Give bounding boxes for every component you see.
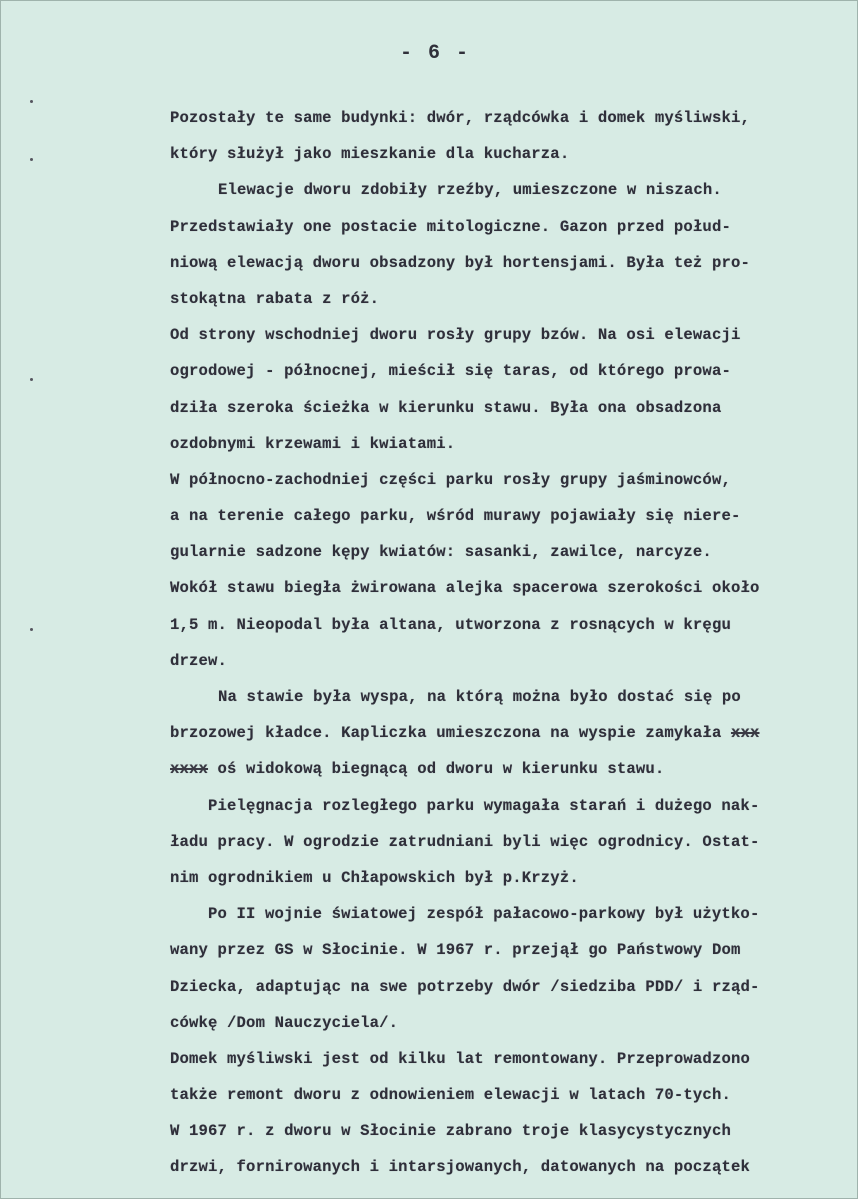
margin-mark [30,378,33,381]
text-line: Pielęgnacja rozległego parku wymagała starań i dużego nak- [208,796,760,815]
document-body [170,100,840,1186]
text-line: Wokół stawu biegła żwirowana alejka spacerowa szerokości około [170,579,760,598]
text-line: niową elewacją dworu obsadzony był hortensjami. Była też pro- [170,253,750,272]
text-line: nim ogrodnikiem u Chłapowskich był p.Krzyż. [170,868,579,887]
struck-text: xxxx [170,760,209,779]
text-line: cówkę /Dom Nauczyciela/. [170,1013,399,1032]
text-line: dziła szeroka ścieżka w kierunku stawu. Była ona obsadzona [170,398,722,417]
text-line: gularnie sadzone kępy kwiatów: sasanki, zawilce, narcyze. [170,543,712,562]
text-line: W północno-zachodniej części parku rosły grupy jaśminowców, [170,470,731,489]
text-line: drzew. [170,651,228,670]
text-line: Domek myśliwski jest od kilku lat remontowany. Przeprowadzono [170,1049,750,1068]
page-number: - 6 - [400,42,471,65]
struck-text: xxx [730,724,760,743]
margin-mark [30,100,33,103]
text-line: Dziecka, adaptując na swe potrzeby dwór /siedziba PDD/ i rząd- [170,977,760,996]
text-line [170,715,840,751]
text-line: a na terenie całego parku, wśród murawy pojawiały się niere- [170,507,741,526]
text-line: także remont dworu z odnowieniem elewacji w latach 70-tych. [170,1086,731,1105]
text-line: ładu pracy. W ogrodzie zatrudniani byli więc ogrodnicy. Ostat- [170,832,760,851]
text-line: 1,5 m. Nieopodal była altana, utworzona z rosnących w kręgu [170,615,731,634]
text-line: W 1967 r. z dworu w Słocinie zabrano troje klasycystycznych [170,1122,731,1141]
line-text: oś widokową biegnącą od dworu w kierunku stawu. [208,760,665,779]
line-text: brzozowej kładce. Kapliczka umieszczona na wyspie zamykała [170,724,731,743]
text-line: Pozostały te same budynki: dwór, rządcówka i domek myśliwski, [170,109,750,127]
text-line: Na stawie była wyspa, na którą można było dostać się po [218,688,741,706]
text-line: który służył jako mieszkanie dla kucharza. [170,145,570,164]
text-line: Od strony wschodniej dworu rosły grupy bzów. Na osi elewacji [170,326,741,345]
text-line: Przedstawiały one postacie mitologiczne. Gazon przed połud- [170,217,731,236]
margin-mark [30,158,33,161]
text-line: wany przez GS w Słocinie. W 1967 r. przejął go Państwowy Dom [170,941,741,960]
text-line: drzwi, fornirowanych i intarsjowanych, datowanych na początek [170,1158,750,1177]
text-line: stokątna rabata z róż. [170,289,380,308]
text-line: ogrodowej - północnej, mieścił się taras, od którego prowa- [170,362,731,381]
text-line [170,751,840,787]
text-line: ozdobnymi krzewami i kwiatami. [170,434,456,453]
text-line: Po II wojnie światowej zespół pałacowo-parkowy był użytko- [208,905,760,924]
margin-mark [30,628,33,631]
text-line: Elewacje dworu zdobiły rzeźby, umieszczone w niszach. [218,181,722,200]
